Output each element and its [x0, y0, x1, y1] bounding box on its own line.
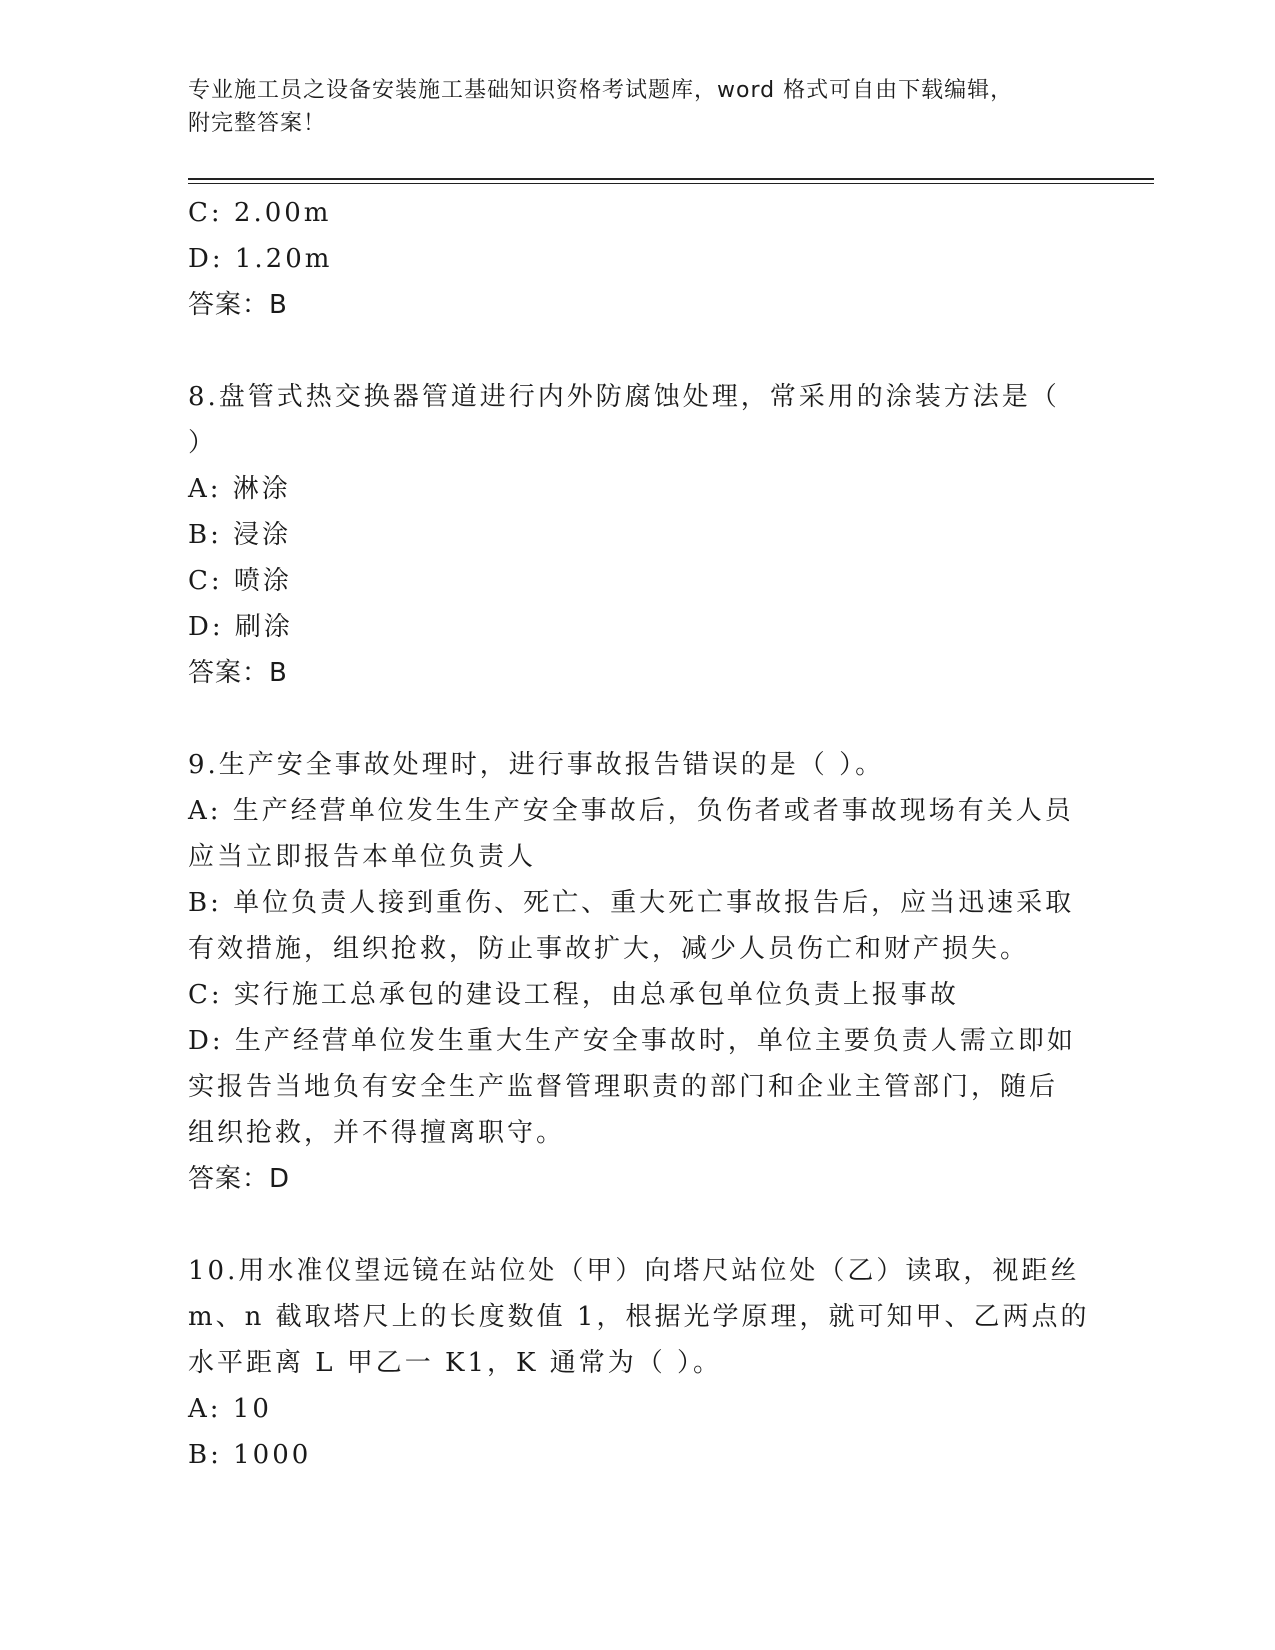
- q9-option-d-line-1: D: 生产经营单位发生重大生产安全事故时，单位主要负责人需立即如: [188, 1026, 1076, 1056]
- page-header: [188, 74, 1078, 140]
- header-divider-thick: [188, 178, 1154, 180]
- q9-option-a-line-1: A: 生产经营单位发生生产安全事故后，负伤者或者事故现场有关人员: [188, 796, 1074, 826]
- q7-option-c: C: 2.00m: [188, 198, 332, 228]
- q8-stem-line-2: ）: [188, 428, 218, 458]
- q9-option-d-line-2: 实报告当地负有安全生产监督管理职责的部门和企业主管部门，随后: [188, 1072, 1059, 1102]
- spacer: [188, 328, 1088, 374]
- document-body: [188, 190, 1088, 1478]
- q9-option-b-line-2: 有效措施，组织抢救，防止事故扩大，减少人员伤亡和财产损失。: [188, 934, 1030, 964]
- q8-option-b: B: 浸涂: [188, 520, 292, 550]
- q8-option-d: D: 刷涂: [188, 612, 293, 642]
- q10-stem-line-3: 水平距离 L 甲乙一 K1，K 通常为（ ）。: [188, 1348, 722, 1378]
- question-8: [188, 374, 1088, 696]
- q9-option-d-line-3: 组织抢救，并不得擅离职守。: [188, 1118, 566, 1148]
- question-10: [188, 1248, 1088, 1478]
- q9-answer: 答案：D: [188, 1164, 291, 1194]
- q7-answer: 答案：B: [188, 290, 288, 320]
- question-7-tail: [188, 190, 1088, 328]
- q8-option-a: A: 淋涂: [188, 474, 291, 504]
- q10-stem-line-2: m、n 截取塔尺上的长度数值 1，根据光学原理，就可知甲、乙两点的: [188, 1302, 1090, 1332]
- q8-option-c: C: 喷涂: [188, 566, 292, 596]
- q8-stem-line-1: 8.盘管式热交换器管道进行内外防腐蚀处理，常采用的涂装方法是（: [188, 382, 1060, 412]
- q9-stem: 9.生产安全事故处理时，进行事故报告错误的是（ ）。: [188, 750, 885, 780]
- spacer: [188, 696, 1088, 742]
- q10-option-b: B: 1000: [188, 1440, 312, 1470]
- spacer: [188, 1202, 1088, 1248]
- question-9: [188, 742, 1088, 1202]
- q9-option-c: C: 实行施工总承包的建设工程，由总承包单位负责上报事故: [188, 980, 959, 1010]
- q9-option-b-line-1: B: 单位负责人接到重伤、死亡、重大死亡事故报告后，应当迅速采取: [188, 888, 1075, 918]
- q9-option-a-line-2: 应当立即报告本单位负责人: [188, 842, 537, 872]
- q7-option-d: D: 1.20m: [188, 244, 333, 274]
- q8-answer: 答案：B: [188, 658, 288, 688]
- header-divider-thin: [188, 183, 1154, 184]
- q10-stem-line-1: 10.用水准仪望远镜在站位处（甲）向塔尺站位处（乙）读取，视距丝: [188, 1256, 1080, 1286]
- header-title-line-1: 专业施工员之设备安装施工基础知识资格考试题库，word 格式可自由下载编辑，: [188, 78, 1014, 103]
- header-title-line-2: 附完整答案！: [188, 111, 327, 136]
- q10-option-a: A: 10: [188, 1394, 272, 1424]
